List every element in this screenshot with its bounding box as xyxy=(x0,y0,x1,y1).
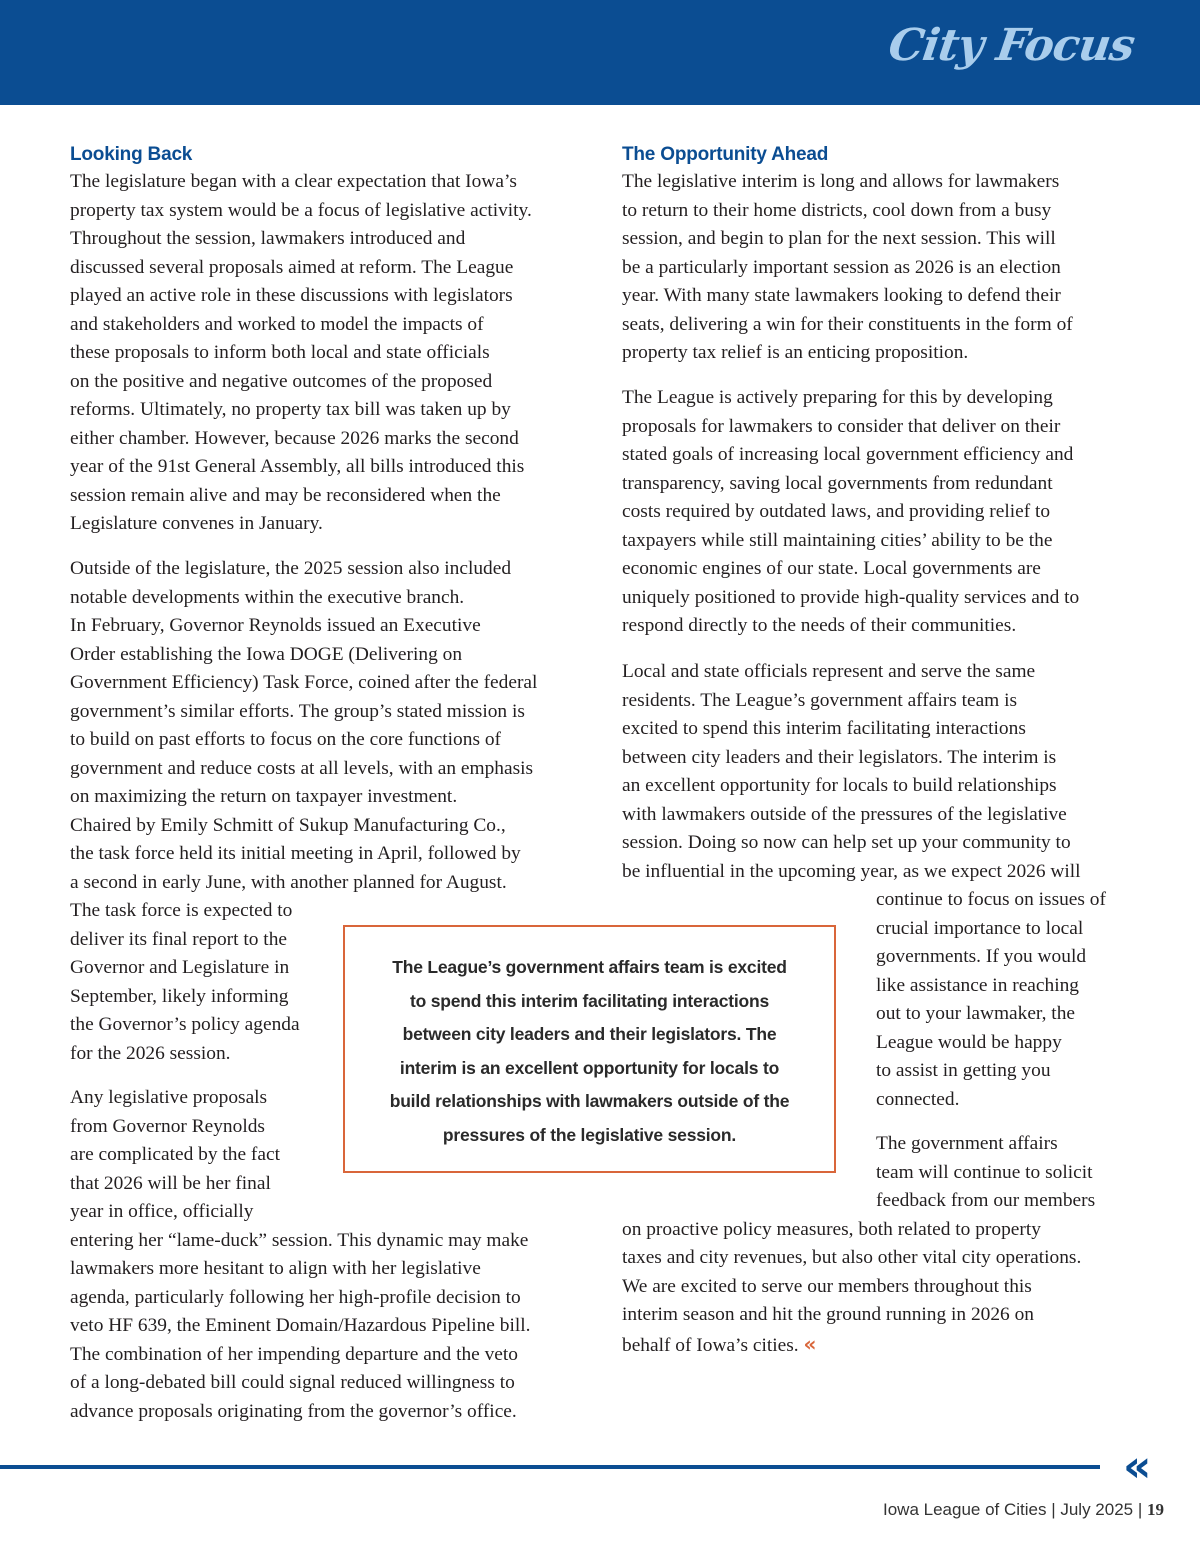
text-line: on the positive and negative outcomes of the proposed xyxy=(70,370,493,392)
text-line: a second in early June, with another planned for August. xyxy=(70,871,507,893)
footer-chevron-icon: « xyxy=(1123,1441,1146,1492)
text-line: interim season and hit the ground running in 2026 on xyxy=(622,1304,1034,1325)
text-line: stated goals of increasing local government efficiency and xyxy=(622,444,1074,465)
text-line: the task force held its initial meeting in April, followed by xyxy=(70,843,521,864)
text-line: feedback from our members xyxy=(876,1190,1096,1211)
pull-quote-line: The League’s government affairs team is excited xyxy=(392,957,787,977)
text-line: to return to their home districts, cool down from a busy xyxy=(622,199,1052,221)
pull-quote-line: pressures of the legislative session. xyxy=(442,1124,737,1145)
text-line: The task force is expected to xyxy=(70,900,293,921)
text-line: with lawmakers outside of the pressures of the legislative xyxy=(622,803,1067,825)
text-line: Order establishing the Iowa DOGE (Delivering on xyxy=(70,643,463,665)
text-line: September, likely informing xyxy=(70,985,289,1007)
text-line: advance proposals originating from the governor’s office. xyxy=(70,1400,517,1422)
text-line: residents. The League’s government affairs team is xyxy=(622,689,1018,711)
text-line: year. With many state lawmakers looking to defend their xyxy=(622,285,1061,306)
text-line: to build on past efforts to focus on the core functions of xyxy=(70,729,501,750)
pull-quote-line: between city leaders and their legislators. The xyxy=(402,1024,777,1044)
text-line: discussed several proposals aimed at reform. The League xyxy=(70,256,514,278)
opportunity-ahead-heading: The Opportunity Ahead xyxy=(622,144,829,165)
text-line: The government affairs xyxy=(876,1133,1058,1154)
left-paragraph-1 xyxy=(70,168,532,539)
text-line: Governor and Legislature in xyxy=(70,957,290,978)
right-paragraph-2 xyxy=(622,384,1079,641)
pull-quote-box xyxy=(343,925,836,1173)
text-line xyxy=(622,1330,1095,1359)
text-line: League would be happy xyxy=(876,1031,1062,1053)
text-line: the Governor’s policy agenda xyxy=(70,1014,300,1035)
footer-credit xyxy=(883,1500,1164,1520)
text-line: The legislative interim is long and allows for lawmakers xyxy=(622,171,1060,192)
text-line: taxes and city revenues, but also other vital city operations. xyxy=(622,1247,1082,1268)
text-line: The combination of her impending departure and the veto xyxy=(70,1343,518,1365)
text-line: connected. xyxy=(876,1088,960,1110)
text-line: government’s similar efforts. The group’s stated mission is xyxy=(70,700,525,722)
text-line: agenda, particularly following her high-profile decision to xyxy=(70,1286,521,1308)
text-line: Chaired by Emily Schmitt of Sukup Manufacturing Co., xyxy=(70,814,506,836)
text-line: session, and begin to plan for the next session. This will xyxy=(622,228,1056,249)
text-line: government and reduce costs at all levels, with an emphasis xyxy=(70,757,534,779)
text-line: Throughout the session, lawmakers introduced and xyxy=(70,228,466,249)
pull-quote-line: to spend this interim facilitating interactions xyxy=(409,990,770,1011)
pull-quote-line: interim is an excellent opportunity for locals to xyxy=(399,1057,780,1078)
section-title: City Focus xyxy=(885,20,1138,71)
text-line: on proactive policy measures, both related to property xyxy=(622,1218,1041,1240)
text-line: either chamber. However, because 2026 marks the second xyxy=(70,427,519,449)
text-line: these proposals to inform both local and state officials xyxy=(70,342,490,363)
text-line: of a long-debated bill could signal reduced willingness to xyxy=(70,1372,515,1393)
text-line: seats, delivering a win for their constituents in the form of xyxy=(622,313,1073,335)
text-line: deliver its final report to the xyxy=(70,928,287,950)
publication-info: Iowa League of Cities | July 2025 | xyxy=(883,1500,1147,1519)
pull-quote-line: build relationships with lawmakers outside of the xyxy=(389,1091,790,1111)
footer-divider xyxy=(0,1465,1100,1469)
text-line: team will continue to solicit xyxy=(876,1161,1093,1183)
page-number: 19 xyxy=(1147,1500,1164,1519)
text-line: notable developments within the executive branch. xyxy=(70,586,465,608)
text-line: Legislature convenes in January. xyxy=(70,513,323,534)
text-line: played an active role in these discussions with legislators xyxy=(70,285,513,306)
text-line: out to your lawmaker, the xyxy=(876,1003,1075,1024)
text-line: be a particularly important session as 2026 is an election xyxy=(622,256,1061,278)
text-line: Any legislative proposals xyxy=(70,1087,268,1108)
text-line: entering her “lame-duck” session. This dynamic may make xyxy=(70,1229,529,1251)
text-line: transparency, saving local governments from redundant xyxy=(622,472,1053,494)
text-line: In February, Governor Reynolds issued an Executive xyxy=(70,615,481,636)
text-line: like assistance in reaching xyxy=(876,974,1079,996)
text-line: governments. If you would xyxy=(876,946,1087,967)
text-line: reforms. Ultimately, no property tax bill was taken up by xyxy=(70,399,511,420)
text-line: The League is actively preparing for this by developing xyxy=(622,387,1053,408)
text-line: Government Efficiency) Task Force, coined after the federal xyxy=(70,672,538,693)
text-line: for the 2026 session. xyxy=(70,1042,231,1064)
text-line: between city leaders and their legislators. The interim is xyxy=(622,746,1057,768)
text-line: and stakeholders and worked to model the impacts of xyxy=(70,313,484,335)
text-line: proposals for lawmakers to consider that deliver on their xyxy=(622,415,1061,437)
text-line: taxpayers while still maintaining cities’ ability to be the xyxy=(622,529,1053,551)
looking-back-heading: Looking Back xyxy=(70,144,193,165)
text-line: The legislature began with a clear expectation that Iowa’s xyxy=(70,171,517,192)
text-line: crucial importance to local xyxy=(876,917,1084,939)
text-line: veto HF 639, the Eminent Domain/Hazardous Pipeline bill. xyxy=(70,1315,531,1336)
text-line: continue to focus on issues of xyxy=(876,889,1106,910)
text-line: property tax relief is an enticing proposition. xyxy=(622,342,969,363)
text-line: Local and state officials represent and serve the same xyxy=(622,661,1036,682)
text-line: costs required by outdated laws, and providing relief to xyxy=(622,501,1051,522)
text-line: from Governor Reynolds xyxy=(70,1115,265,1137)
text-line: on maximizing the return on taxpayer investment. xyxy=(70,786,458,807)
text-line: year in office, officially xyxy=(70,1201,254,1222)
closing-text: behalf of Iowa’s cities. xyxy=(622,1334,799,1356)
text-line: We are excited to serve our members throughout this xyxy=(622,1275,1032,1297)
text-line: session remain alive and may be reconsidered when the xyxy=(70,484,501,506)
text-line: year of the 91st General Assembly, all bills introduced this xyxy=(70,456,525,477)
text-line: an excellent opportunity for locals to build relationships xyxy=(622,775,1057,796)
text-line: property tax system would be a focus of legislative activity. xyxy=(70,199,532,221)
text-line: excited to spend this interim facilitating interactions xyxy=(622,718,1026,739)
header-banner xyxy=(0,0,1200,105)
text-line: Outside of the legislature, the 2025 session also included xyxy=(70,558,512,579)
text-line: be influential in the upcoming year, as we expect 2026 will xyxy=(622,860,1081,882)
text-line: lawmakers more hesitant to align with her legislative xyxy=(70,1258,481,1279)
text-line: respond directly to the needs of their communities. xyxy=(622,615,1017,636)
text-line: are complicated by the fact xyxy=(70,1144,280,1165)
text-line: that 2026 will be her final xyxy=(70,1172,271,1194)
text-line: uniquely positioned to provide high-quality services and to xyxy=(622,586,1080,608)
right-paragraph-1 xyxy=(622,168,1073,368)
text-line: economic engines of our state. Local governments are xyxy=(622,558,1041,579)
text-line: session. Doing so now can help set up your community to xyxy=(622,832,1071,853)
text-line: to assist in getting you xyxy=(876,1060,1051,1081)
end-of-article-chevron-icon: « xyxy=(803,1331,817,1356)
